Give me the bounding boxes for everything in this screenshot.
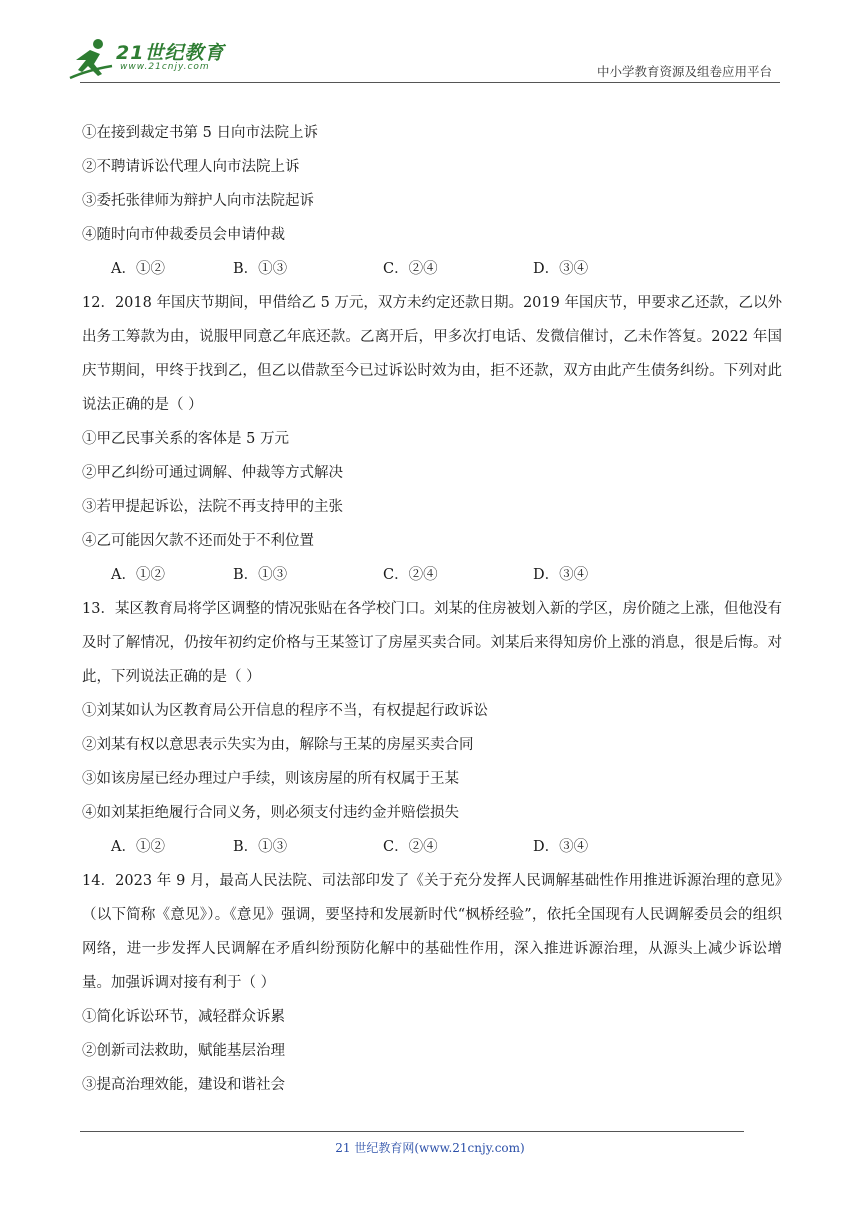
header-divider	[80, 82, 780, 83]
q12-option-2: ②甲乙纠纷可通过调解、仲裁等方式解决	[82, 465, 343, 481]
q11-choice-a: A．①②	[111, 261, 165, 277]
q13-choice-d: D．③④	[533, 839, 589, 855]
q11-option-1: ①在接到裁定书第 5 日向市法院上诉	[82, 125, 318, 141]
q12-option-3: ③若甲提起诉讼，法院不再支持甲的主张	[82, 499, 343, 515]
q11-choice-c: C．②④	[383, 261, 438, 277]
page-header	[0, 0, 860, 90]
footer-divider	[80, 1131, 744, 1132]
q12-choice-b: B．①③	[233, 567, 288, 583]
q12-choice-c: C．②④	[383, 567, 438, 583]
q11-choice-d: D．③④	[533, 261, 589, 277]
q12-stem: 12．2018 年国庆节期间，甲借给乙 5 万元，双方未约定还款日期。2019 年国庆节，甲要求乙还款，乙以外出务工筹款为由，说服甲同意乙年底还款。乙离开后，甲多次打电话、发微信催讨，乙未作答复。2022 年国庆节期间，甲终于找到乙，但乙以借款至今已过诉讼时效为由，拒不还款，双方由此产生债务纠纷。下列对此说法正确的是（ ）	[82, 295, 782, 413]
q12-choice-a: A．①②	[111, 567, 165, 583]
q14-option-1: ①简化诉讼环节，减轻群众诉累	[82, 1009, 285, 1025]
q12-choices	[82, 558, 782, 592]
logo	[68, 36, 238, 84]
q13-choice-b: B．①③	[233, 839, 288, 855]
logo-text: 21世纪教育	[116, 42, 225, 64]
q13-choice-c: C．②④	[383, 839, 438, 855]
q13-choice-a: A．①②	[111, 839, 165, 855]
q13-option-3: ③如该房屋已经办理过户手续，则该房屋的所有权属于王某	[82, 771, 459, 787]
q12-option-4: ④乙可能因欠款不还而处于不利位置	[82, 533, 314, 549]
q13-option-1: ①刘某如认为区教育局公开信息的程序不当，有权提起行政诉讼	[82, 703, 488, 719]
q11-choice-b: B．①③	[233, 261, 288, 277]
q11-option-2: ②不聘请诉讼代理人向市法院上诉	[82, 159, 300, 175]
q11-option-4: ④随时向市仲裁委员会申请仲裁	[82, 227, 285, 243]
logo-url: www.21cnjy.com	[120, 62, 210, 72]
q12-option-1: ①甲乙民事关系的客体是 5 万元	[82, 431, 289, 447]
q11-option-3: ③委托张律师为辩护人向市法院起诉	[82, 193, 314, 209]
header-platform-text: 中小学教育资源及组卷应用平台	[596, 64, 772, 79]
q13-option-2: ②刘某有权以意思表示失实为由，解除与王某的房屋买卖合同	[82, 737, 474, 753]
footer-text[interactable]: 21 世纪教育网(www.21cnjy.com)	[335, 1141, 525, 1155]
q14-option-2: ②创新司法救助，赋能基层治理	[82, 1043, 285, 1059]
q14-option-3: ③提高治理效能，建设和谐社会	[82, 1077, 285, 1093]
q11-choices	[82, 252, 782, 286]
q13-option-4: ④如刘某拒绝履行合同义务，则必须支付违约金并赔偿损失	[82, 805, 459, 821]
q13-choices	[82, 830, 782, 864]
document-body	[82, 116, 782, 1102]
q13-stem: 13．某区教育局将学区调整的情况张贴在各学校门口。刘某的住房被划入新的学区，房价随之上涨，但他没有及时了解情况，仍按年初约定价格与王某签订了房屋买卖合同。刘某后来得知房价上涨的消息，很是后悔。对此，下列说法正确的是（ ）	[82, 601, 782, 685]
q12-choice-d: D．③④	[533, 567, 589, 583]
q14-stem: 14．2023 年 9 月，最高人民法院、司法部印发了《关于充分发挥人民调解基础性作用推进诉源治理的意见》（以下简称《意见》）。《意见》强调，要坚持和发展新时代“枫桥经验”，依托全国现有人民调解委员会的组织网络，进一步发挥人民调解在矛盾纠纷预防化解中的基础性作用，深入推进诉源治理，从源头上减少诉讼增量。加强诉调对接有利于（ ）	[82, 873, 782, 991]
runner-logo-icon	[68, 36, 114, 82]
